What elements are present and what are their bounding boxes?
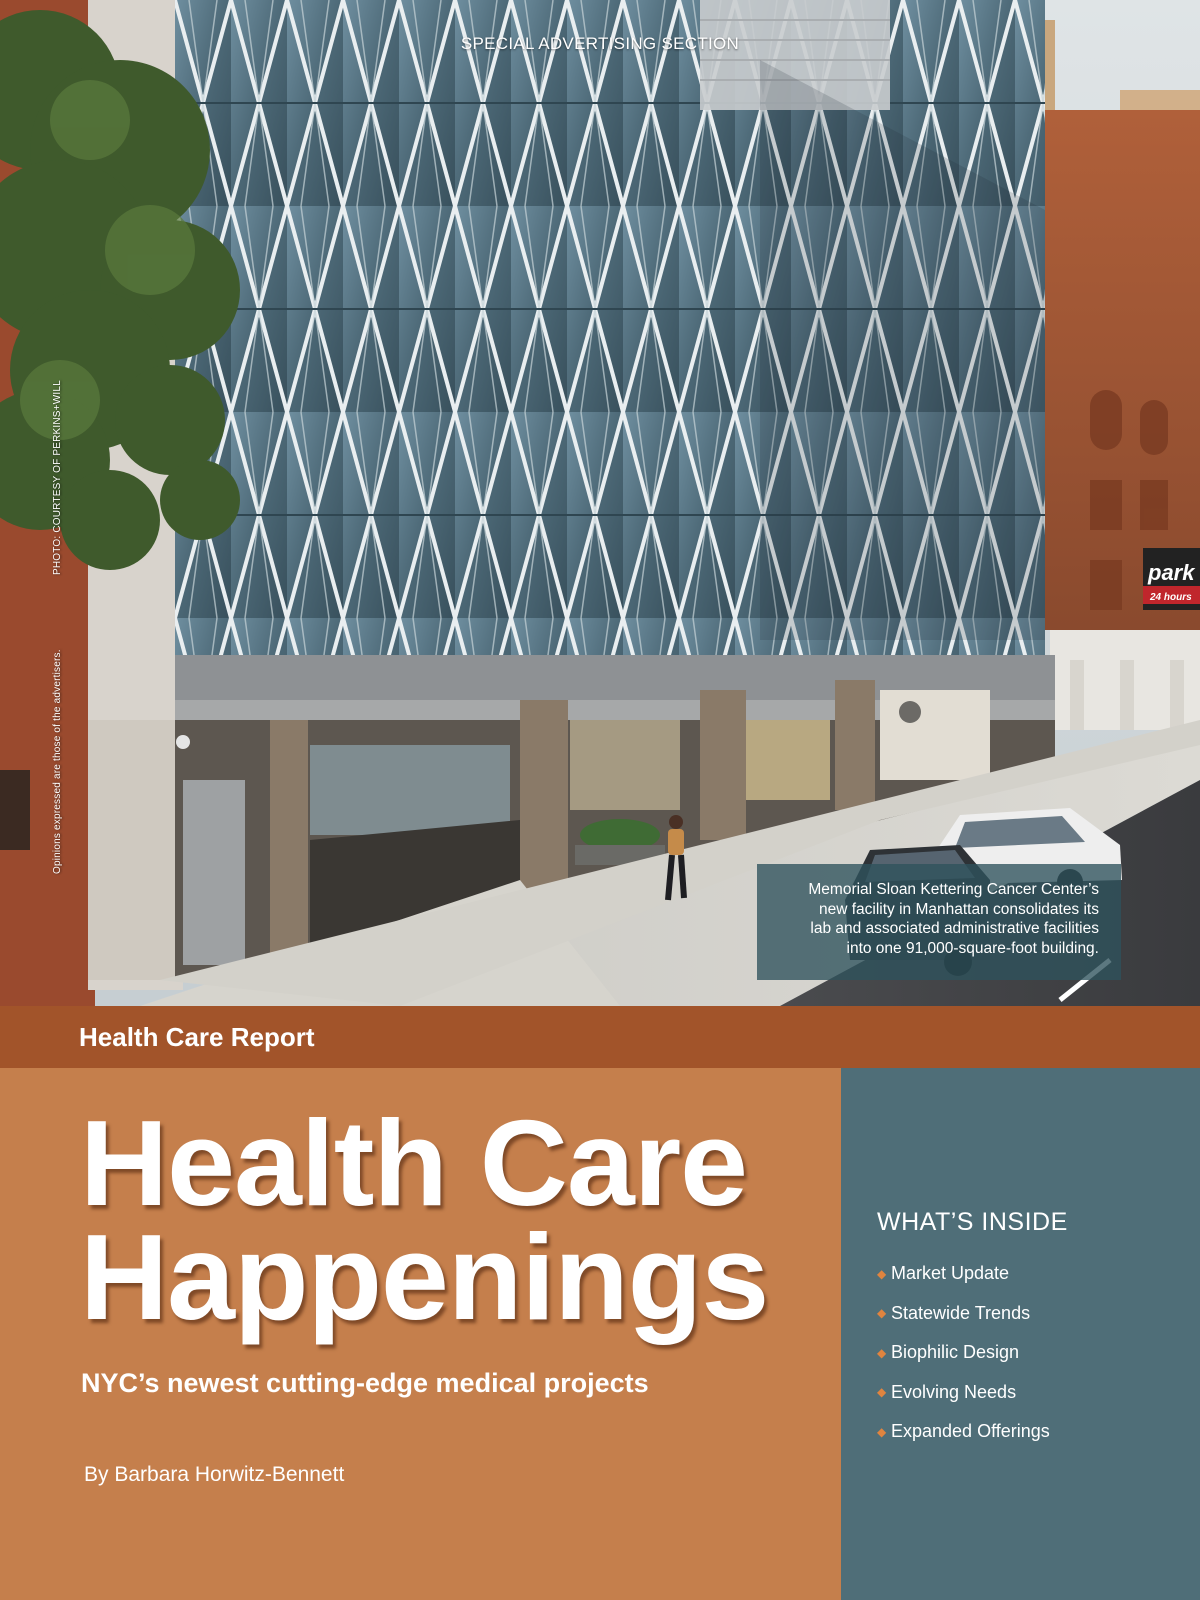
whats-inside-sidebar [841,1068,1200,1600]
report-band [0,1006,1200,1068]
contents-item-label: Expanded Offerings [891,1421,1050,1442]
caption-line: lab and associated administrative facilities [810,920,1099,937]
byline: By Barbara Horwitz-Bennett [84,1463,345,1486]
sidebar-title: WHAT’S INSIDE [877,1208,1068,1236]
contents-item-label: Biophilic Design [891,1342,1020,1363]
advertiser-disclaimer: Opinions expressed are those of the advertisers. [52,649,63,874]
contents-item-evolving-needs [877,1373,1050,1413]
park-sign-brand: park [1148,560,1195,585]
headline-line-2: Happenings [80,1209,769,1345]
park-sign-hours: 24 hours [1150,592,1192,603]
contents-item-expanded-offerings [877,1412,1050,1452]
contents-item-market-update [877,1254,1050,1294]
contents-item-statewide-trends [877,1294,1050,1334]
diamond-bullet-icon: ◆ [877,1306,887,1321]
contents-item-biophilic-design [877,1333,1050,1373]
contents-item-label: Statewide Trends [891,1302,1031,1323]
diamond-bullet-icon: ◆ [877,1266,887,1281]
headline-line-1: Health Care [80,1095,748,1231]
caption-line: Memorial Sloan Kettering Cancer Center’s [808,881,1099,898]
contents-item-label: Market Update [891,1263,1010,1284]
caption-line: into one 91,000-square-foot building. [846,939,1099,957]
diamond-bullet-icon: ◆ [877,1345,887,1360]
photo-credit: PHOTO: COURTESY OF PERKINS+WILL [52,380,63,575]
report-band-label: Health Care Report [79,1022,315,1052]
contents-list [877,1254,1050,1452]
caption-line: new facility in Manhattan consolidates its [818,900,1099,918]
headline-panel [0,1068,841,1600]
contents-item-label: Evolving Needs [891,1381,1017,1402]
diamond-bullet-icon: ◆ [877,1424,887,1439]
subheadline: NYC’s newest cutting-edge medical projects [81,1368,649,1398]
page-title [80,1095,840,1345]
special-advertising-section-label: SPECIAL ADVERTISING SECTION [460,34,740,53]
photo-caption [757,864,1121,980]
diamond-bullet-icon: ◆ [877,1385,887,1400]
